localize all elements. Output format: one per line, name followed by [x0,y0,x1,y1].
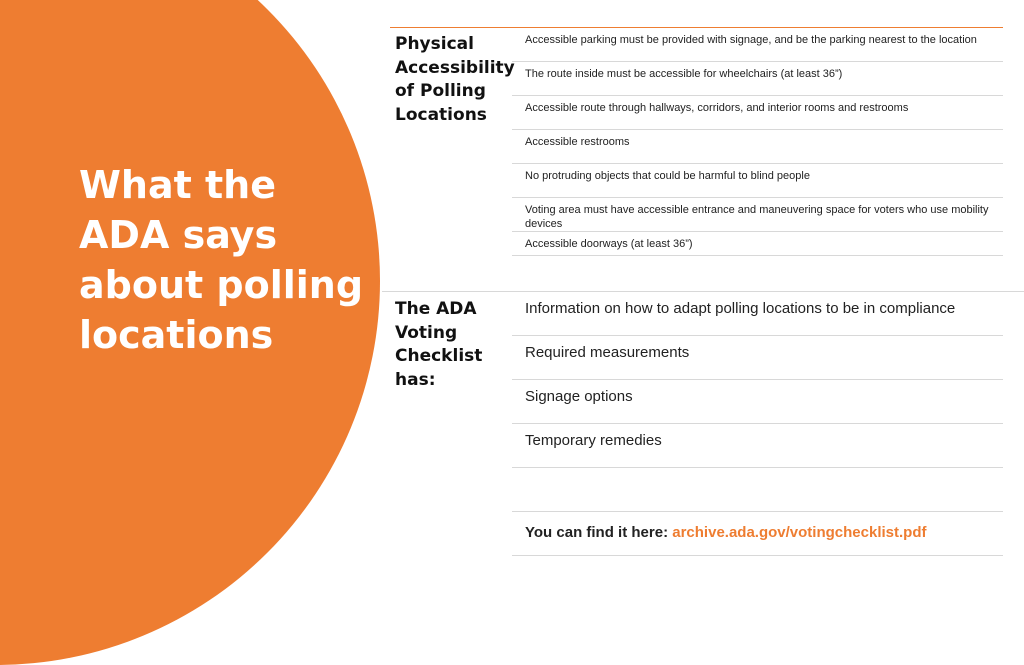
list-item: Temporary remedies [512,424,1003,468]
checklist-link[interactable]: archive.ada.gov/votingchecklist.pdf [672,524,927,541]
physical-accessibility-label: Physical Accessibility of Polling Locations [395,34,515,125]
list-item: Accessible restrooms [512,130,1003,164]
checklist-label: The ADA Voting Checklist has: [395,299,483,390]
list-item: Voting area must have accessible entrance and maneuvering space for voters who use mobility devices [512,198,1003,232]
list-item: Accessible parking must be provided with signage, and be the parking nearest to the location [512,28,1003,62]
list-item: Signage options [512,380,1003,424]
list-item: No protruding objects that could be harmful to blind people [512,164,1003,198]
find-it-row [512,512,1003,556]
list-item: Accessible doorways (at least 36”) [512,232,1003,256]
list-item: Information on how to adapt polling locations to be in compliance [512,292,1003,336]
physical-accessibility-list [512,28,1003,256]
slide-title: What the ADA says about polling locations [79,163,364,357]
checklist-list [512,292,1003,556]
empty-row [512,468,1003,512]
list-item: The route inside must be accessible for wheelchairs (at least 36”) [512,62,1003,96]
list-item: Accessible route through hallways, corridors, and interior rooms and restrooms [512,96,1003,130]
list-item: Required measurements [512,336,1003,380]
find-it-label: You can find it here: [525,524,669,541]
